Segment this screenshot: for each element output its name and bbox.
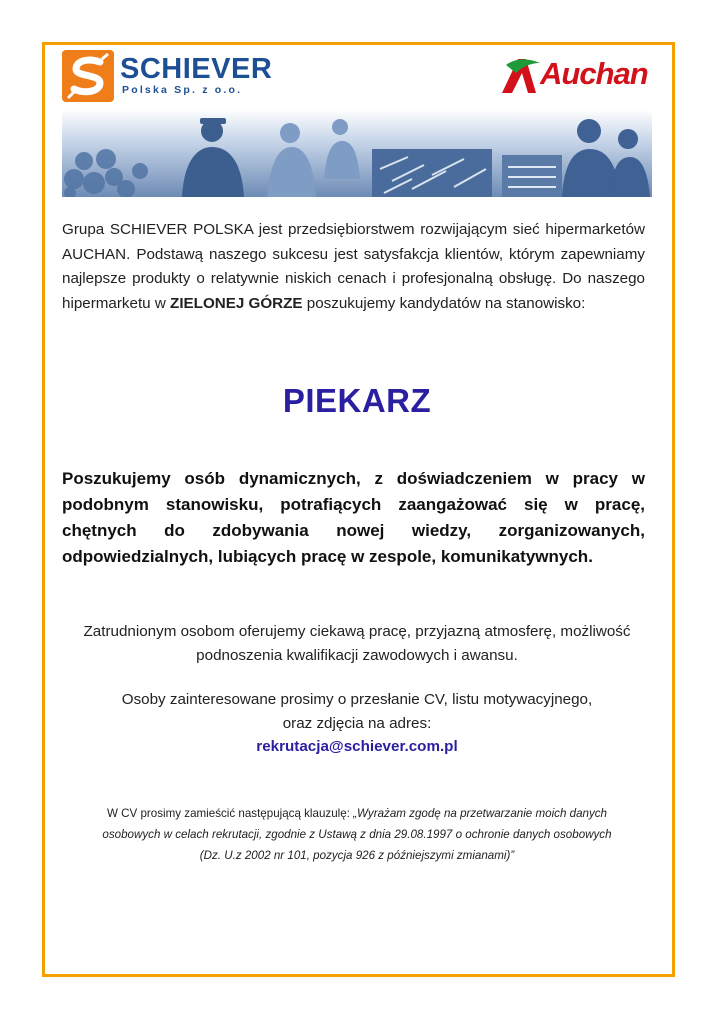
store-photo-strip [62,109,652,197]
clause-line-3: (Dz. U.z 2002 nr 101, pozycja 926 z późniejszymi zmianami)” [199,849,515,862]
clause-prefix: W CV prosimy zamieścić następującą klauzulę: [106,807,354,820]
clause-line-2: osobowych w celach rekrutacji, zgodnie z Ustawą z dnia 29.08.1997 o ochronie danych osobowych [102,828,612,841]
offer-paragraph [62,620,652,668]
data-clause [62,803,652,866]
offer-line-2: podnoszenia kwalifikacji zawodowych i awansu. [196,647,518,664]
city-name: ZIELONEJ GÓRZE [170,294,303,312]
schiever-s-icon [62,50,114,102]
auchan-logo [500,55,650,95]
clause-line-1: „Wyrażam zgodę na przetwarzanie moich danych [353,807,608,820]
position-title: PIEKARZ [282,382,432,419]
intro-text-after: poszukujemy kandydatów na stanowisko: [302,294,586,312]
apply-paragraph [62,688,652,736]
offer-line-1: Zatrudnionym osobom oferujemy ciekawą pracę, przyjazną atmosferę, możliwość [83,623,631,640]
requirements-paragraph: Poszukujemy osób dynamicznych, z doświadczeniem w pracy w podobnym stanowisku, potrafiących zaangażować się w pracę, chętnych do zdobywania nowej wiedzy, zorganizowanych, odpowiedzialnych, lubiących pracę w zespole, komunikatywnych. [62,469,645,566]
auchan-wordmark: Auchan [540,56,648,91]
apply-line-2: oraz zdjęcia na adres: [282,715,432,732]
intro-paragraph [62,218,645,316]
email-link[interactable]: rekrutacja@schiever.com.pl [256,738,458,755]
schiever-subtitle: Polska Sp. z o.o. [122,84,243,96]
schiever-name: SCHIEVER [120,53,273,85]
schiever-logo [62,50,272,102]
apply-line-1: Osoby zainteresowane prosimy o przesłanie CV, listu motywacyjnego, [121,691,593,708]
intro-text-before: Grupa SCHIEVER POLSKA jest przedsiębiorstwem rozwijającym sieć hipermarketów AUCHAN. Podstawą naszego sukcesu jest satysfakcja klientów, którym zapewniamy najlepsze produkty o relatywnie niskich cenach i profesjonalną obsługę. Do naszego hipermarketu w [62,221,645,312]
